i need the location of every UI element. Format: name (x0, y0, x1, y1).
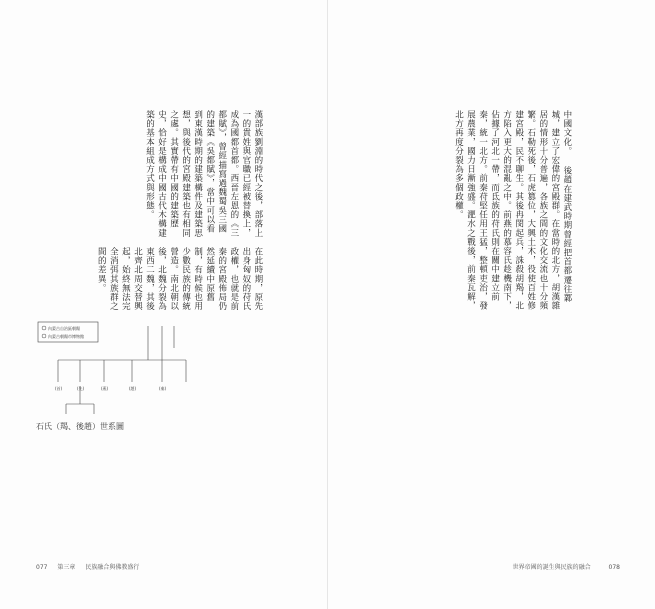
legend-marker-2 (42, 334, 46, 338)
tree-label-1: (首) (55, 386, 63, 391)
right-page (328, 0, 655, 609)
legend-marker-1 (42, 326, 46, 330)
tree-label-5: (秦) (159, 386, 167, 391)
legend-item-1: 內蒙古自治區朝陽 (48, 326, 80, 331)
book-title: 世界帝國的誕生與民族的融合 (512, 564, 591, 571)
right-body-text (345, 110, 597, 319)
right-paragraph: 中國文化。 後趙在建武時期曾經把首都遷往鄴城，建立了宏偉的宮殿群。在當時的北方，胡漢雜居的情形十分普遍，各族之間的文化交流也十分頻繁。石勒死後，石虎篡位，大興土木，役使百姓修建宮殿，民不聊生。其後冉閔起兵，誅殺胡羯，北方陷入更大的混亂之中。前燕的慕容氏趁機南下，佔據了河北一帶，而氐族的苻氏則在關中建立前秦，統一北方。前秦苻堅任用王猛，整頓吏治，發展農業，國力日漸強盛。淝水之戰後，前秦瓦解，北方再度分裂為多個政權。 (453, 110, 572, 311)
left-body-text-upper (36, 110, 288, 238)
left-footer (36, 562, 196, 574)
left-paragraph-upper: 漢部族劉淵的時代之後，部落上一的貴姓與官職已經被替換上，成為國都首都。西晉左恩的《三都賦》，曾經描寫過魏蜀吳三國的建築《吳都賦》，當中可以看到東漢時期的建築構件及建築思想，與後代的宮殿建築也有相同之處。其實帶有中國的建築歷史，恰好是構成中國古代木構建築的基本組成方式與形態。 (144, 110, 263, 238)
legend-item-2: 內蒙古朝陽市博物館 (48, 334, 84, 339)
chapter-title: 民族融合與佛教盛行 (85, 564, 140, 571)
tree-label-4: (趙) (129, 386, 137, 391)
genealogy-chart (36, 320, 196, 418)
figure-caption: 石氏（羯、後趙）世系圖 (36, 422, 124, 431)
left-page-number: 077 (36, 564, 48, 571)
right-page-number: 078 (608, 564, 620, 571)
right-footer (460, 562, 620, 574)
tree-label-3: (燕) (101, 386, 109, 391)
left-page (0, 0, 327, 609)
left-body-text-lower (36, 247, 288, 319)
left-paragraph-lower: 在此時期，原先出身匈奴的苻氏政權，也就是前秦的宮殿佈局仍然延續中原舊制，有時候也用少數民族的傳統營造。南北朝以後，北魏分裂為東西二魏，其後北齊北周交替興起，始終無法完全消弭其族群之間的差異。 (96, 247, 263, 311)
legend-box (38, 322, 98, 342)
chapter-label: 第三章 (57, 564, 76, 571)
tree-label-2: (先) (77, 386, 85, 391)
